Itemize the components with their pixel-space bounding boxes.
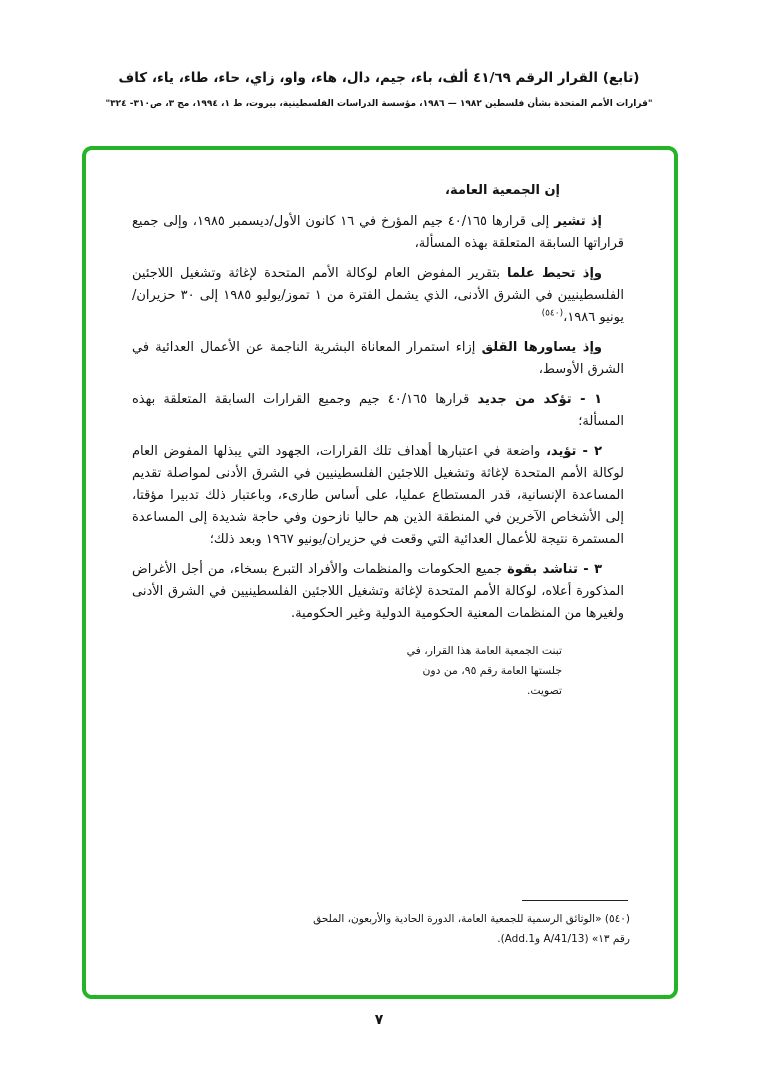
paragraph-text: واضعة في اعتبارها أهداف تلك القرارات، الجهود التي يبذلها المفوض العام لوكالة الأمم المتحدة لإغاثة وتشغيل اللاجئين الفلسطينيين في الشرق الأدنى لمواصلة تقديم المساعدة الإنسانية، قدر المستطاع عمليا، على أساس طارىء، وباعتبار ذلك تدبيرا مؤقتا، إلى الأشخاص الآخرين في المنطقة الذين هم حاليا نازحون وفي حاجة شديدة إلى المساعدة المستمرة نتيجة للأعمال العدائية التي وقعت في حزيران/يونيو ١٩٦٧ وبعد ذلك؛ bbox=[132, 444, 624, 547]
paragraph-text: إزاء استمرار المعاناة البشرية الناجمة عن الأعمال العدائية في الشرق الأوسط، bbox=[132, 340, 624, 377]
footnote-area bbox=[300, 900, 630, 949]
paragraph-lead: وإذ يساورها القلق bbox=[481, 340, 602, 355]
preambular-paragraph-1 bbox=[132, 211, 624, 255]
resolution-text bbox=[86, 150, 674, 995]
document-header bbox=[0, 70, 758, 109]
paragraph-text: بتقرير المفوض العام لوكالة الأمم المتحدة لإغاثة وتشغيل اللاجئين الفلسطينيين في الشرق الأدنى، الذي يشمل الفترة من ١ تموز/يوليو ١٩٨٥ إلى ٣٠ حزيران/يونيو ١٩٨٦، bbox=[132, 266, 624, 325]
operative-paragraph-1 bbox=[132, 389, 624, 433]
paragraph-lead: إذ تشير bbox=[554, 214, 602, 229]
adoption-note: تبنت الجمعية العامة هذا القرار، في جلستها العامة رقم ٩٥، من دون تصويت. bbox=[406, 644, 562, 697]
footnote: (٥٤٠) «الوثائق الرسمية للجمعية العامة، الدورة الحادية والأربعون، الملحق رقم ١٣» (A/41/13 وAdd.1). bbox=[313, 913, 630, 945]
preambular-paragraph-3 bbox=[132, 337, 624, 381]
opening-line bbox=[132, 180, 624, 202]
resolution-title: (تابع) القرار الرقم ٤١/٦٩ ألف، باء، جيم، دال، هاء، واو، زاي، حاء، طاء، ياء، كاف bbox=[118, 70, 640, 86]
footnote-marker: (٥٤٠) bbox=[541, 308, 564, 319]
source-citation: "قرارات الأمم المتحدة بشأن فلسطين ١٩٨٢ — ١٩٨٦، مؤسسة الدراسات الفلسطينية، بيروت، ط ١، ١٩٩٤، مج ٣، ص٣١٠- ٣٢٤" bbox=[105, 99, 653, 109]
opening-text: إن الجمعية العامة، bbox=[445, 183, 560, 198]
paragraph-lead: ٣ - تناشد بقوة bbox=[507, 562, 602, 577]
paragraph-lead: وإذ تحيط علما bbox=[506, 266, 603, 281]
paragraph-text: جميع الحكومات والمنظمات والأفراد التبرع بسخاء، من أجل الأغراض المذكورة أعلاه، لوكالة الأمم المتحدة لإغاثة وتشغيل اللاجئين الفلسطينيين في الشرق الأدنى ولغيرها من المنظمات المعنية الحكومية الدولية وغير الحكومية. bbox=[132, 562, 624, 621]
paragraph-lead: ١ - تؤكد من جديد bbox=[477, 392, 602, 407]
resolution-box bbox=[82, 146, 678, 999]
paragraph-text: قرارها ٤٠/١٦٥ جيم وجميع القرارات السابقة المتعلقة بهذه المسألة؛ bbox=[132, 392, 624, 429]
paragraph-text: إلى قرارها ٤٠/١٦٥ جيم المؤرخ في ١٦ كانون الأول/ديسمبر ١٩٨٥، وإلى جميع قراراتها السابقة المتعلقة بهذه المسألة، bbox=[132, 214, 624, 251]
paragraph-lead: ٢ - تؤيد، bbox=[546, 444, 603, 459]
footnote-divider bbox=[522, 900, 628, 901]
page-number: ٧ bbox=[374, 1012, 384, 1028]
operative-paragraph-2 bbox=[132, 441, 624, 551]
preambular-paragraph-2 bbox=[132, 263, 624, 329]
operative-paragraph-3 bbox=[132, 559, 624, 625]
